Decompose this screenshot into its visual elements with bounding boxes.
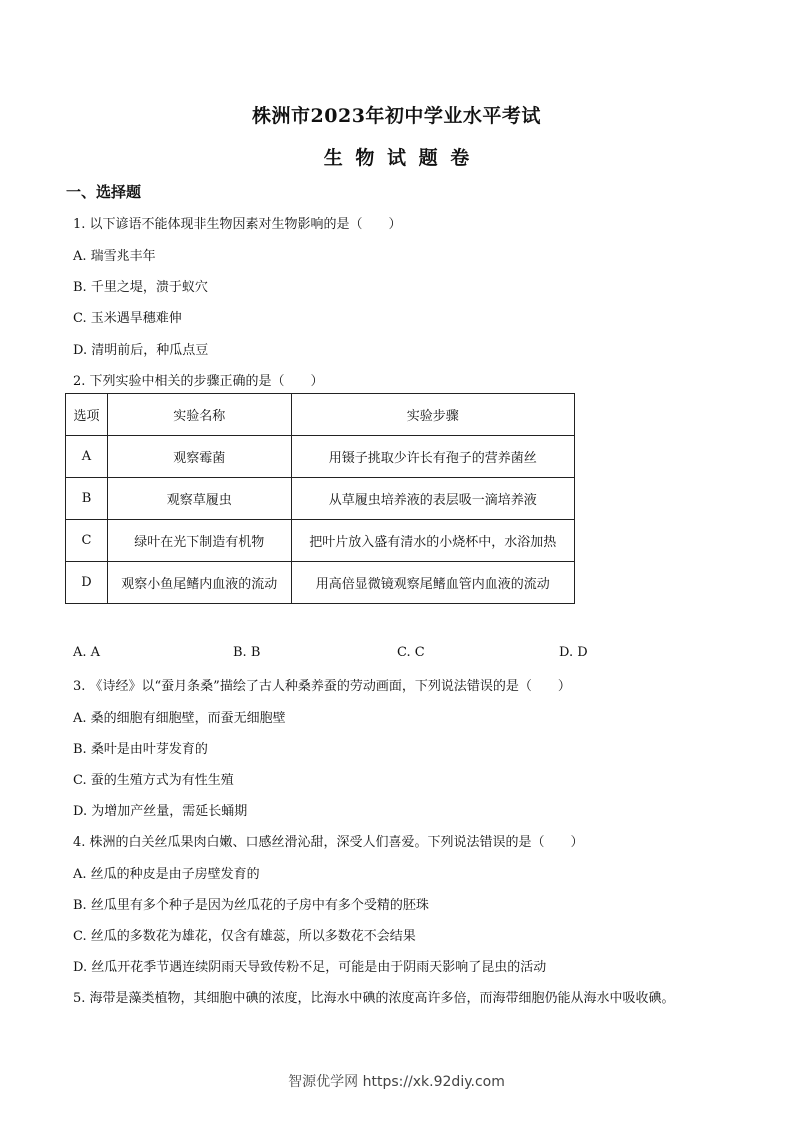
- exam-title: 株洲市2023年初中学业水平考试: [252, 105, 541, 127]
- question-3-option-d: D. 为增加产丝量，需延长蛹期: [73, 804, 248, 819]
- question-2-option-c: C. C: [397, 645, 425, 660]
- question-1-option-c: C. 玉米遇旱穗难伸: [73, 311, 182, 326]
- table-row: [66, 478, 575, 520]
- exam-subtitle: 生 物 试 题 卷: [323, 147, 470, 169]
- table-cell: 从草履虫培养液的表层吸一滴培养液: [291, 478, 574, 520]
- table-row: [66, 520, 575, 562]
- question-2-option-a: A. A: [73, 645, 101, 660]
- table-header-cell: 实验名称: [107, 394, 291, 436]
- question-4-option-c: C. 丝瓜的多数花为雄花，仅含有雄蕊，所以多数花不会结果: [73, 929, 416, 944]
- question-3-option-a: A. 桑的细胞有细胞壁，而蚕无细胞壁: [73, 711, 286, 726]
- table-cell: B: [66, 478, 108, 520]
- table-row: [66, 562, 575, 604]
- table-cell: 用镊子挑取少许长有孢子的营养菌丝: [291, 436, 574, 478]
- table-header-cell: 实验步骤: [291, 394, 574, 436]
- question-3-option-c: C. 蚕的生殖方式为有性生殖: [73, 773, 234, 788]
- table-header-cell: 选项: [66, 394, 108, 436]
- question-5-stem: 5. 海带是藻类植物，其细胞中碘的浓度，比海水中碘的浓度高许多倍，而海带细胞仍能从海水中吸收碘。: [73, 991, 675, 1006]
- table-cell: 观察草履虫: [107, 478, 291, 520]
- table-row: [66, 436, 575, 478]
- question-2-option-d: D. D: [559, 645, 588, 660]
- question-3-option-b: B. 桑叶是由叶芽发育的: [73, 742, 208, 757]
- question-4-option-b: B. 丝瓜里有多个种子是因为丝瓜花的子房中有多个受精的胚珠: [73, 898, 429, 913]
- question-4-stem: 4. 株洲的白关丝瓜果肉白嫩、口感丝滑沁甜，深受人们喜爱。下列说法错误的是（ ）: [73, 835, 584, 850]
- footer-watermark: 智源优学网 https://xk.92diy.com: [288, 1074, 505, 1090]
- table-cell: C: [66, 520, 108, 562]
- question-1-option-b: B. 千里之堤，溃于蚁穴: [73, 280, 208, 295]
- table-cell: 把叶片放入盛有清水的小烧杯中，水浴加热: [291, 520, 574, 562]
- table-cell: A: [66, 436, 108, 478]
- question-1-option-a: A. 瑞雪兆丰年: [73, 249, 156, 264]
- table-header-row: [66, 394, 575, 436]
- experiment-table: [65, 393, 575, 604]
- table-cell: D: [66, 562, 108, 604]
- question-3-stem: 3. 《诗经》以“蚕月条桑”描绘了古人种桑养蚕的劳动画面，下列说法错误的是（ ）: [73, 679, 571, 694]
- section-title: 一、选择题: [66, 183, 142, 201]
- question-2-option-b: B. B: [233, 645, 261, 660]
- question-4-option-d: D. 丝瓜开花季节遇连续阴雨天导致传粉不足，可能是由于阴雨天影响了昆虫的活动: [73, 960, 547, 975]
- table-cell: 观察小鱼尾鳍内血液的流动: [107, 562, 291, 604]
- table-cell: 绿叶在光下制造有机物: [107, 520, 291, 562]
- question-4-option-a: A. 丝瓜的种皮是由子房壁发育的: [73, 867, 260, 882]
- table-cell: 观察霉菌: [107, 436, 291, 478]
- question-2-stem: 2. 下列实验中相关的步骤正确的是（ ）: [73, 374, 324, 389]
- table-cell: 用高倍显微镜观察尾鳍血管内血液的流动: [291, 562, 574, 604]
- question-1-option-d: D. 清明前后，种瓜点豆: [73, 343, 209, 358]
- question-1-stem: 1. 以下谚语不能体现非生物因素对生物影响的是（ ）: [73, 217, 402, 232]
